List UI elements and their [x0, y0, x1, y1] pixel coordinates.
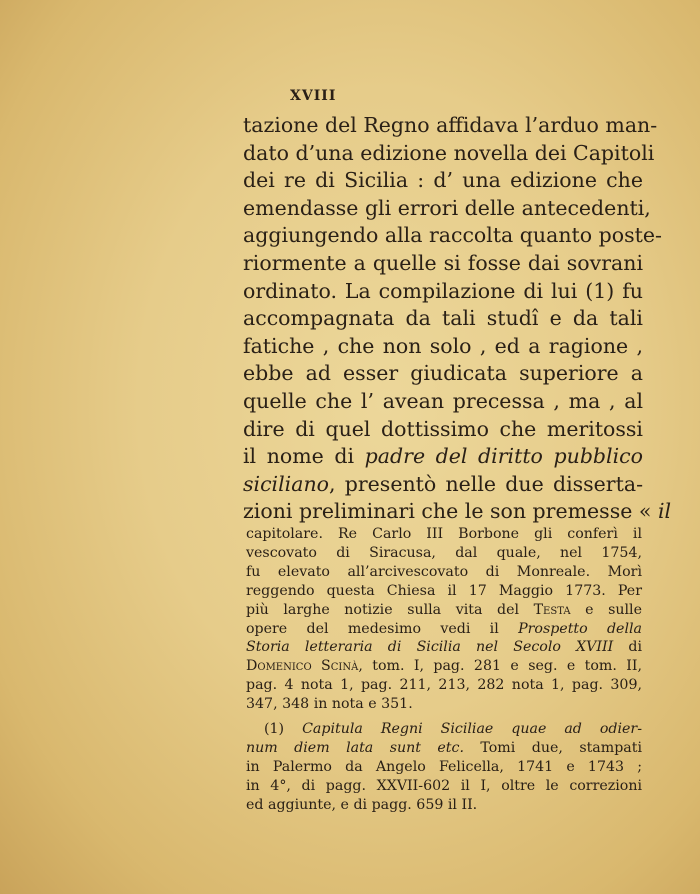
text-run: opere del medesimo vedi il	[246, 620, 519, 637]
text-line: riormente a quelle si fosse dai sovrani	[243, 250, 643, 275]
footnote-line: vescovato di Siracusa, dal quale, nel 1754,	[246, 544, 642, 561]
footnote-line: in Palermo da Angelo Felicella, 1741 e 1743 ;	[246, 758, 642, 775]
text-run: e sulle	[570, 601, 642, 618]
text-line: ebbe ad esser giudicata superiore a	[243, 361, 643, 386]
text-run: , presentò nelle due disserta-	[329, 471, 643, 496]
footnote-line	[246, 720, 642, 739]
footnote-line: ed aggiunte, e di pagg. 659 il II.	[246, 796, 478, 813]
text-line	[243, 498, 672, 526]
text-run: di	[613, 639, 642, 656]
text-line: emendasse gli errori delle antecedenti,	[243, 195, 651, 220]
footnote-continued	[246, 525, 642, 714]
text-line	[243, 471, 643, 499]
italic-text: Capitula Regni Siciliae quae ad odier-	[302, 721, 642, 738]
footnotes-block	[246, 525, 642, 815]
small-caps-text: Testa	[533, 601, 571, 618]
footnote-line: pag. 4 nota 1, pag. 211, 213, 282 nota 1, pag. 309,	[246, 677, 642, 694]
italic-text: il	[657, 499, 672, 524]
text-run: , tom. I, pag. 281 e seg. e tom. II,	[358, 658, 642, 675]
footnote-line: 347, 348 in nota e 351.	[246, 696, 413, 713]
text-run: (1)	[264, 721, 303, 738]
text-line: ordinato. La compilazione di lui (1) fu	[243, 278, 643, 303]
main-text-block	[243, 112, 672, 526]
text-line: dato d’una edizione novella dei Capitoli	[243, 140, 655, 165]
footnote-line: fu elevato all’arcivescovato di Monreale. Morì	[246, 563, 642, 580]
text-line: quelle che l’ avean precessa , ma , al	[243, 388, 643, 413]
page-number: XVIII	[290, 88, 337, 104]
footnote-line: capitolare. Re Carlo III Borbone gli conferì il	[246, 526, 642, 542]
footnote-line	[246, 601, 642, 620]
text-line: accompagnata da tali studî e da tali	[243, 306, 643, 331]
footnote-line	[246, 620, 642, 639]
italic-text: Prospetto della	[518, 620, 642, 637]
text-line: dei re di Sicilia : d’ una edizione che	[243, 168, 643, 193]
footnote-line	[246, 638, 642, 657]
italic-text: padre del diritto pubblico	[364, 444, 643, 469]
text-run: più larghe notizie sulla vita del	[246, 601, 534, 618]
text-line: dire di quel dottissimo che meritossi	[243, 416, 643, 441]
italic-text: Storia letteraria di Sicilia nel Secolo XVIII	[246, 639, 614, 656]
text-line: tazione del Regno affidava l’arduo man-	[243, 113, 658, 137]
italic-text: num diem lata sunt etc.	[246, 739, 464, 756]
footnote-line	[246, 657, 642, 676]
text-run: zioni preliminari che le son premesse «	[243, 499, 658, 524]
footnote-line	[246, 739, 642, 758]
text-line: fatiche , che non solo , ed a ragione ,	[243, 333, 643, 358]
text-line	[243, 443, 643, 471]
text-run: il nome di	[243, 444, 365, 469]
text-line: aggiungendo alla raccolta quanto poste-	[243, 223, 662, 248]
text-run: Tomi due, stampati	[463, 739, 642, 756]
italic-text: siciliano	[243, 471, 329, 496]
footnote-line: in 4°, di pagg. XXVII-602 il I, oltre le correzioni	[246, 777, 642, 794]
footnote-line: reggendo questa Chiesa il 17 Maggio 1773. Per	[246, 582, 642, 599]
footnote-1	[246, 720, 642, 815]
small-caps-text: Domenico Scinà	[246, 658, 359, 675]
